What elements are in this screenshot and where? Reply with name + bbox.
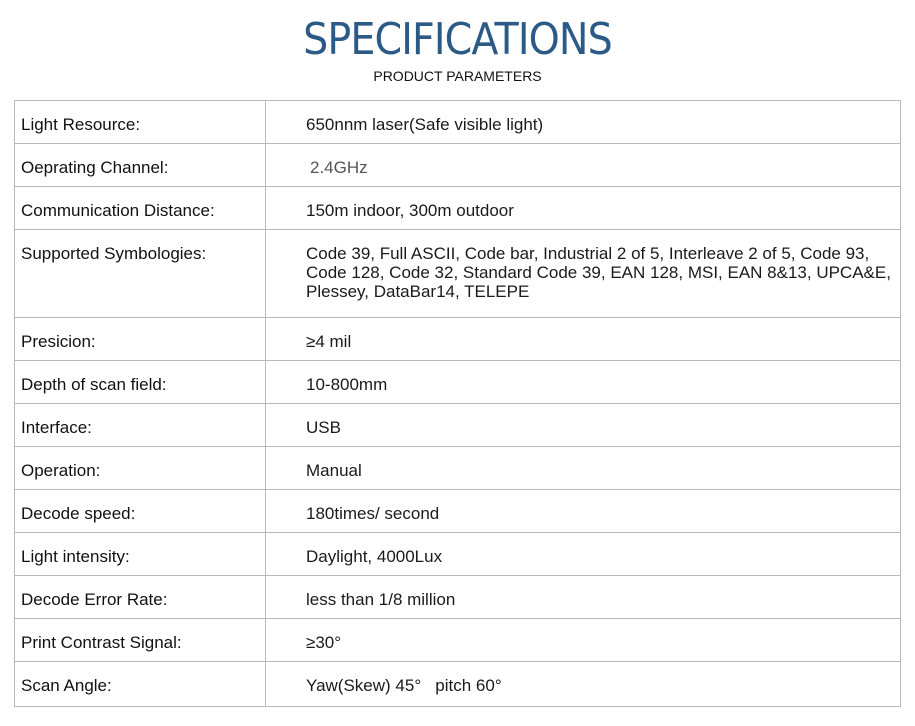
spec-label: Print Contrast Signal:: [15, 619, 266, 662]
spec-value: Code 39, Full ASCII, Code bar, Industrial 2 of 5, Interleave 2 of 5, Code 93, Code 128, Code 32, Standard Code 39, EAN 128, MSI, EAN 8&13, UPCA&E, Plessey, DataBar14, TELEPE: [266, 230, 901, 318]
spec-value: Daylight, 4000Lux: [266, 533, 901, 576]
table-row: [15, 490, 901, 533]
table-row: [15, 361, 901, 404]
spec-label: Presicion:: [15, 318, 266, 361]
table-row: [15, 533, 901, 576]
spec-label: Depth of scan field:: [15, 361, 266, 404]
spec-label: Supported Symbologies:: [15, 230, 266, 318]
table-row: [15, 187, 901, 230]
table-row: [15, 447, 901, 490]
spec-value: 2.4GHz: [266, 144, 901, 187]
spec-value: 180times/ second: [266, 490, 901, 533]
spec-label: Decode Error Rate:: [15, 576, 266, 619]
specifications-table: [14, 100, 901, 707]
spec-label: Oeprating Channel:: [15, 144, 266, 187]
spec-label: Operation:: [15, 447, 266, 490]
spec-value: less than 1/8 million: [266, 576, 901, 619]
table-row: [15, 230, 901, 318]
spec-value: Yaw(Skew) 45° pitch 60°: [266, 662, 901, 707]
spec-value: ≥30°: [266, 619, 901, 662]
spec-value: 150m indoor, 300m outdoor: [266, 187, 901, 230]
spec-value: Manual: [266, 447, 901, 490]
page-subtitle: PRODUCT PARAMETERS: [373, 68, 542, 84]
spec-value: USB: [266, 404, 901, 447]
table-row: [15, 619, 901, 662]
table-row: [15, 144, 901, 187]
spec-label: Decode speed:: [15, 490, 266, 533]
spec-value: 650nnm laser(Safe visible light): [266, 101, 901, 144]
spec-label: Light intensity:: [15, 533, 266, 576]
table-row: [15, 101, 901, 144]
spec-label: Interface:: [15, 404, 266, 447]
spec-label: Communication Distance:: [15, 187, 266, 230]
table-row: [15, 662, 901, 707]
spec-value: ≥4 mil: [266, 318, 901, 361]
table-row: [15, 404, 901, 447]
spec-label: Scan Angle:: [15, 662, 266, 707]
spec-label: Light Resource:: [15, 101, 266, 144]
page-title: SPECIFICATIONS: [303, 14, 612, 65]
spec-value: 10-800mm: [266, 361, 901, 404]
table-row: [15, 318, 901, 361]
table-row: [15, 576, 901, 619]
